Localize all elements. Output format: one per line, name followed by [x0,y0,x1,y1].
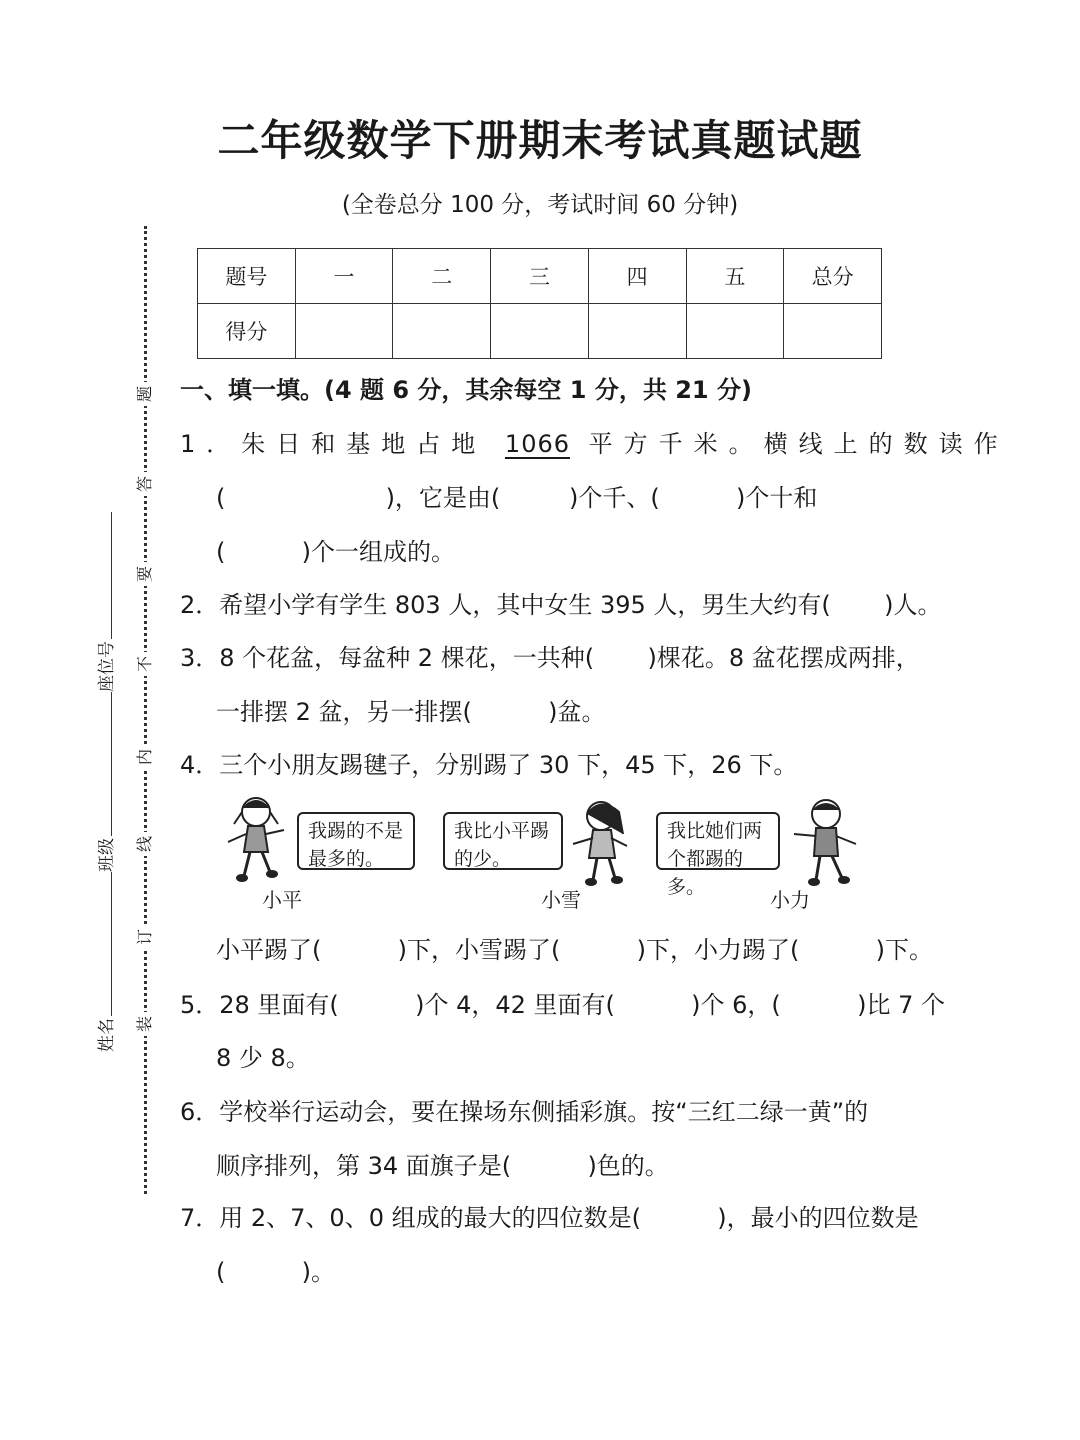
speech-bubble-xiaoxue [443,812,563,870]
score-cell[interactable] [491,304,589,359]
speech-bubble-xiaoping [297,812,415,870]
score-table-header-row [198,249,882,304]
section-heading: 一、填一填。(4 题 6 分，其余每空 1 分，共 21 分) [180,376,752,404]
question-4-line-1: 4．三个小朋友踢毽子，分别踢了 30 下，45 下，26 下。 [180,751,798,779]
score-table [197,248,882,359]
score-header-cell: 三 [491,249,589,304]
question-1-line-1 [180,424,1009,459]
score-cell[interactable] [588,304,686,359]
binding-char: 题 [133,382,157,406]
question-1-suffix: 平方千米。横线上的数读作 [588,430,1009,458]
score-header-cell: 五 [686,249,784,304]
question-1-prefix: 1．朱日和基地占地 [180,430,487,458]
exam-subtitle: (全卷总分 100 分，考试时间 60 分钟) [341,192,739,218]
seat-number-line [97,512,112,639]
kid-name-xiaoxue: 小雪 [541,888,581,912]
score-header-cell: 二 [393,249,491,304]
question-6-line-2: 顺序排列，第 34 面旗子是( )色的。 [216,1152,669,1180]
binding-char: 答 [133,472,157,496]
question-5-line-2: 8 少 8。 [216,1044,310,1072]
exam-title: 二年级数学下册期末考试真题试题 [217,116,863,165]
class-label: 班级 [96,838,117,872]
binding-char: 不 [133,652,157,676]
binding-char: 内 [133,745,157,769]
binding-char: 订 [133,925,157,949]
question-1-line-3: ( )个一组成的。 [216,538,456,566]
binding-char: 装 [133,1012,157,1036]
score-cell[interactable] [686,304,784,359]
child-xiaoping-icon [218,790,298,890]
speech-bubble-xiaoli [656,812,780,898]
score-cell[interactable] [784,304,882,359]
question-7-line-2: ( )。 [216,1258,336,1286]
kid-name-xiaoli: 小力 [770,888,810,912]
seat-number-label: 座位号 [96,641,117,692]
class-field[interactable] [92,692,116,872]
binding-char: 线 [133,832,157,856]
score-cell[interactable] [393,304,491,359]
score-header-cell: 题号 [198,249,296,304]
question-3-line-2: 一排摆 2 盆，另一排摆( )盆。 [216,698,606,726]
score-header-cell: 总分 [784,249,882,304]
name-line [97,872,112,1016]
speech-line: 我踢的不是 [308,820,404,842]
question-6-line-1: 6．学校举行运动会，要在操场东侧插彩旗。按“三红二绿一黄”的 [180,1098,869,1126]
binding-char: 要 [133,562,157,586]
speech-line: 个都踢的多。 [667,848,744,898]
name-label: 姓名 [96,1018,117,1052]
question-3-line-1: 3．8 个花盆，每盆种 2 棵花，一共种( )棵花。8 盆花摆成两排， [180,644,920,672]
speech-line: 我比她们两 [667,820,763,842]
question-2-line-1: 2．希望小学有学生 803 人，其中女生 395 人，男生大约有( )人。 [180,591,942,619]
binding-dotted-line [144,226,147,1194]
seat-number-field[interactable] [92,512,116,692]
question-5-line-1: 5．28 里面有( )个 4，42 里面有( )个 6，( )比 7 个 [180,991,945,1019]
question-1-line-2: ( )，它是由( )个千、( )个十和 [216,484,818,512]
score-header-cell: 四 [588,249,686,304]
speech-line: 的少。 [454,848,512,870]
child-xiaoxue-icon [565,794,641,894]
score-cell[interactable] [295,304,393,359]
speech-line: 我比小平踢 [454,820,550,842]
child-xiaoli-icon [786,794,866,894]
score-row-label: 得分 [198,304,296,359]
kid-name-xiaoping: 小平 [262,888,302,912]
class-line [97,692,112,836]
speech-line: 最多的。 [308,848,385,870]
question-4-answer-line: 小平踢了( )下，小雪踢了( )下，小力踢了( )下。 [216,936,934,964]
name-field[interactable] [92,872,116,1052]
score-table-score-row [198,304,882,359]
underlined-number: 1066 [504,430,570,458]
question-7-line-1: 7．用 2、7、0、0 组成的最大的四位数是( )，最小的四位数是 [180,1204,919,1232]
score-header-cell: 一 [295,249,393,304]
